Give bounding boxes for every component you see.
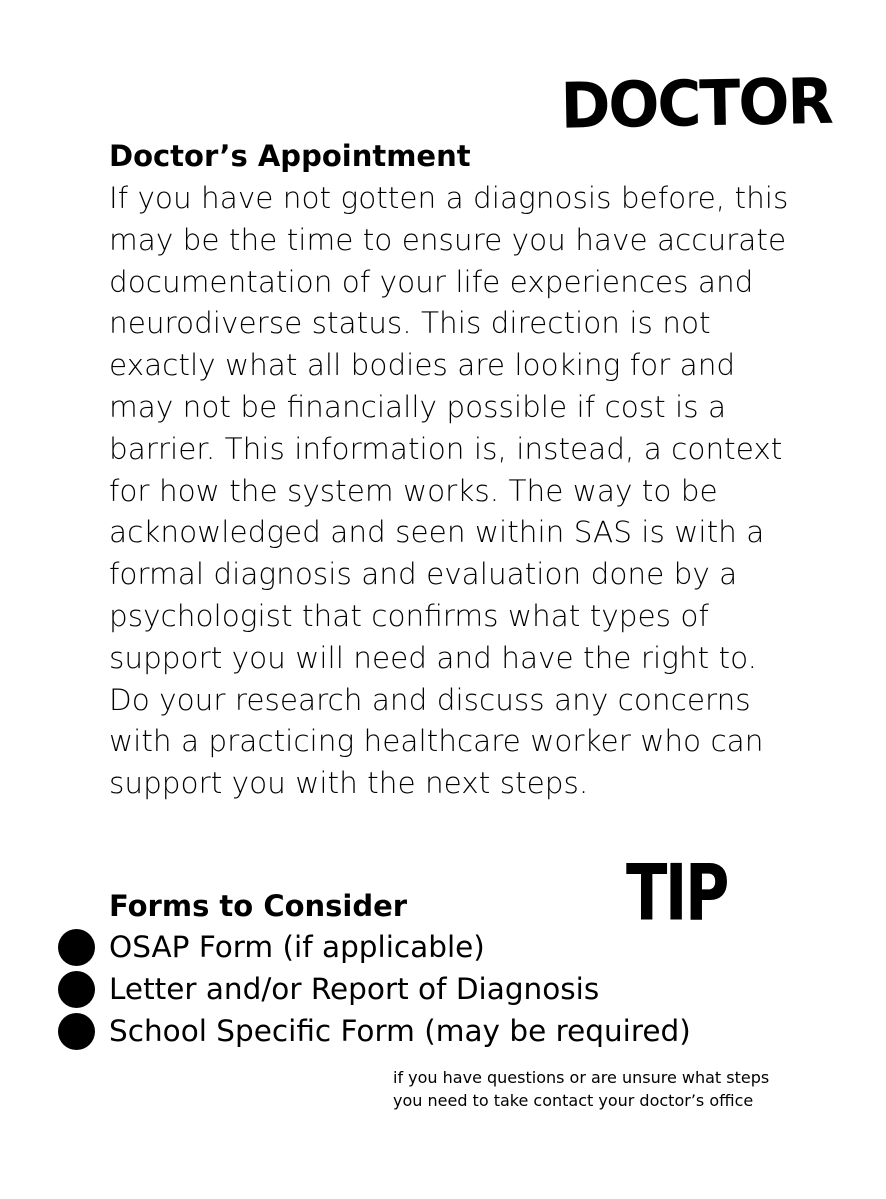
bullet-icon xyxy=(58,1013,95,1050)
paragraph-line: may be the time to ensure you have accurate xyxy=(109,222,787,257)
tip-note-line: you need to take contact your doctor’s office xyxy=(393,1091,754,1110)
paragraph-line: support you will need and have the right to. xyxy=(109,640,757,675)
form-item-label: School Specific Form (may be required) xyxy=(109,1014,691,1048)
doctor-sticker: DOCTOR xyxy=(560,65,833,144)
paragraph-line: Do your research and discuss any concerns xyxy=(109,682,751,717)
forms-list xyxy=(58,926,691,1052)
paragraph-line: support you with the next steps. xyxy=(109,766,589,801)
paragraph-line: formal diagnosis and evaluation done by a xyxy=(109,557,738,592)
paragraph-line: If you have not gotten a diagnosis before, this xyxy=(109,181,789,215)
form-item-label: Letter and/or Report of Diagnosis xyxy=(109,972,600,1006)
tip-sticker: TIP xyxy=(626,848,728,939)
paragraph-line: documentation of your life experiences and xyxy=(109,264,754,299)
paragraph-line: acknowledged and seen within SAS is with a xyxy=(109,515,765,550)
paragraph-line: for how the system works. The way to be xyxy=(109,473,718,508)
paragraph-line: may not be financially possible if cost is a xyxy=(109,389,727,424)
list-item xyxy=(58,968,691,1010)
tip-note xyxy=(393,1066,769,1112)
paragraph-line: exactly what all bodies are looking for and xyxy=(109,348,736,383)
forms-heading: Forms to Consider xyxy=(109,889,408,923)
appointment-paragraph xyxy=(109,178,849,805)
bullet-icon xyxy=(58,971,95,1008)
bullet-icon xyxy=(58,929,95,966)
list-item xyxy=(58,926,691,968)
paragraph-line: psychologist that confirms what types of xyxy=(109,598,709,633)
paragraph-line: with a practicing healthcare worker who can xyxy=(109,724,764,759)
paragraph-line: neurodiverse status. This direction is not xyxy=(109,306,711,341)
tip-note-line: if you have questions or are unsure what steps xyxy=(393,1068,770,1087)
appointment-heading: Doctor’s Appointment xyxy=(109,139,471,173)
list-item xyxy=(58,1010,691,1052)
paragraph-line: barrier. This information is, instead, a context xyxy=(109,431,783,466)
form-item-label: OSAP Form (if applicable) xyxy=(109,930,485,964)
